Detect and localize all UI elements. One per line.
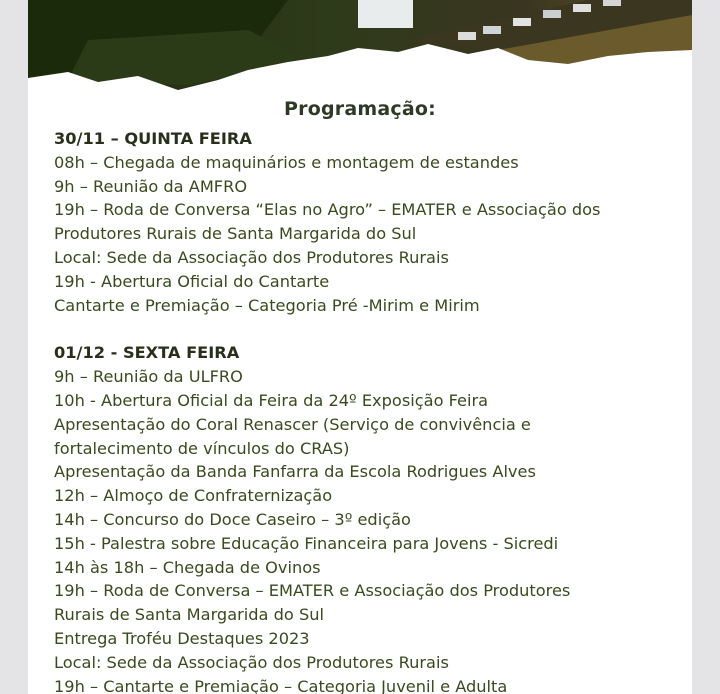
schedule-line: Entrega Troféu Destaques 2023 xyxy=(54,628,310,648)
day-title-1: 30/11 – QUINTA FEIRA xyxy=(54,129,252,148)
header-photo xyxy=(28,0,692,110)
schedule-line: Rurais de Santa Margarida do Sul xyxy=(54,605,324,625)
schedule-line: 15h - Palestra sobre Educação Financeira para Jovens - Sicredi xyxy=(54,533,559,553)
schedule-line: Produtores Rurais de Santa Margarida do Sul xyxy=(54,224,417,244)
day-section-1 xyxy=(54,127,684,317)
day-title-2: 01/12 - SEXTA FEIRA xyxy=(54,343,240,363)
schedule-line: Apresentação do Coral Renascer (Serviço de convivência e xyxy=(54,414,531,434)
right-margin xyxy=(692,0,720,694)
schedule-line: Cantarte e Premiação – Categoria Pré -Mirim e Mirim xyxy=(54,295,480,315)
program-heading: Programação: xyxy=(284,98,436,120)
schedule-line: 14h – Concurso do Doce Caseiro – 3º edição xyxy=(54,509,411,529)
schedule-line: 19h – Cantarte e Premiação – Categoria Juvenil e Adulta xyxy=(54,676,508,694)
flyer-page xyxy=(28,0,692,694)
schedule-line: 9h – Reunião da ULFRO xyxy=(54,367,243,387)
schedule-line: 19h - Abertura Oficial do Cantarte xyxy=(54,271,330,291)
section-spacer xyxy=(54,317,684,341)
left-margin xyxy=(0,0,28,694)
program-content xyxy=(54,127,684,694)
schedule-line: Apresentação da Banda Fanfarra da Escola Rodrigues Alves xyxy=(54,462,536,482)
schedule-line: Local: Sede da Associação dos Produtores Rurais xyxy=(54,247,449,267)
schedule-line: 19h – Roda de Conversa “Elas no Agro” – EMATER e Associação dos xyxy=(54,200,601,220)
schedule-line: 19h – Roda de Conversa – EMATER e Associação dos Produtores xyxy=(54,581,571,601)
schedule-line: fortalecimento de vínculos do CRAS) xyxy=(54,438,350,458)
schedule-line: Local: Sede da Associação dos Produtores Rurais xyxy=(54,652,449,672)
day-section-2 xyxy=(54,341,684,694)
schedule-line: 12h – Almoço de Confraternização xyxy=(54,486,333,506)
schedule-line: 14h às 18h – Chegada de Ovinos xyxy=(54,557,321,577)
schedule-line: 9h – Reunião da AMFRO xyxy=(54,176,248,196)
schedule-line: 08h – Chegada de maquinários e montagem de estandes xyxy=(54,152,519,172)
schedule-line: 10h - Abertura Oficial da Feira da 24º Exposição Feira xyxy=(54,390,489,410)
